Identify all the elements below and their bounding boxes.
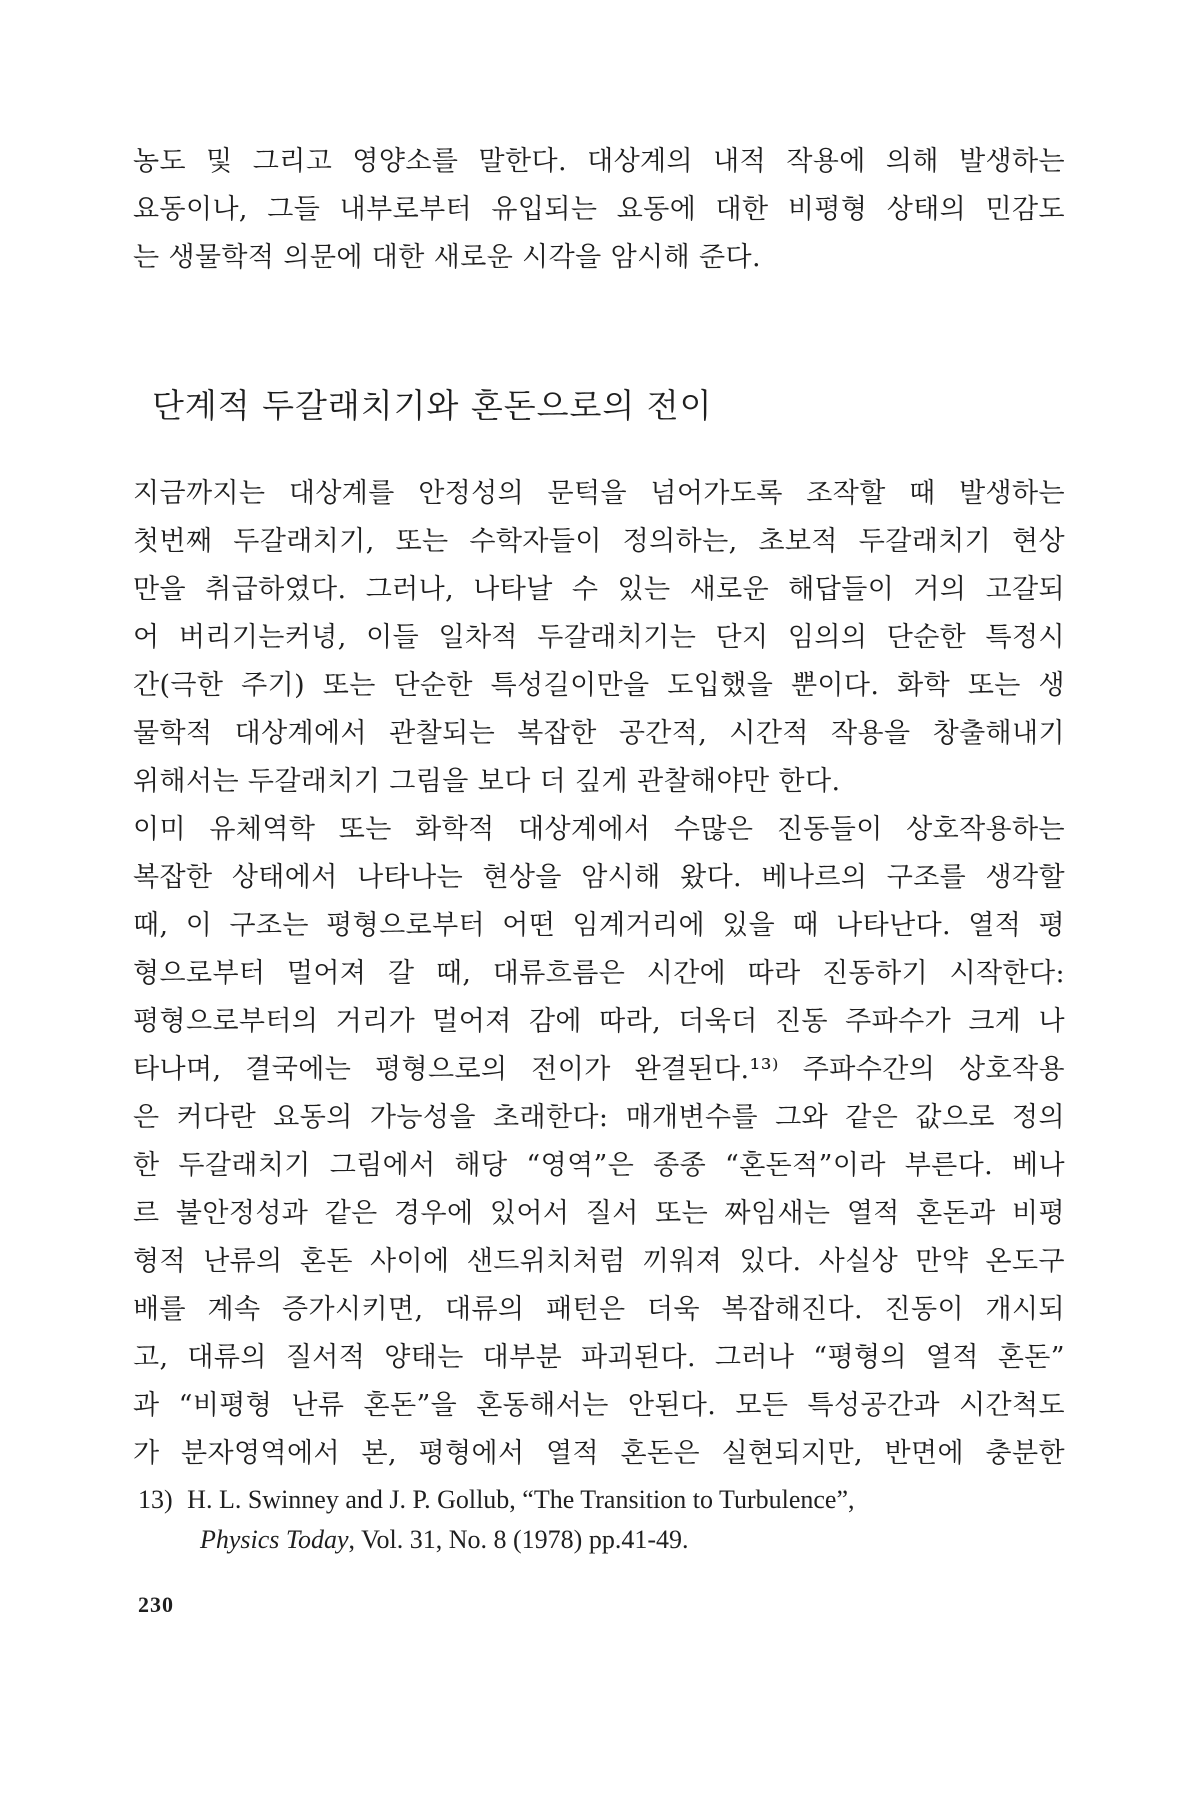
text-line: 어 버리기는커녕, 이들 일차적 두갈래치기는 단지 임의의 단순한 특정시	[133, 622, 1065, 653]
intro-paragraph	[133, 138, 1065, 282]
text-line: 형적 난류의 혼돈 사이에 샌드위치처럼 끼워져 있다. 사실상 만약 온도구	[133, 1246, 1065, 1277]
text-line: 농도 및 그리고 영양소를 말한다. 대상계의 내적 작용에 의해 발생하는	[133, 146, 1065, 177]
text-line: 때, 이 구조는 평형으로부터 어떤 임계거리에 있을 때 나타난다. 열적 평	[133, 910, 1065, 941]
text-line: 타나며, 결국에는 평형으로의 전이가 완결된다.¹³⁾ 주파수간의 상호작용	[133, 1054, 1065, 1085]
text-line: 가 분자영역에서 본, 평형에서 열적 혼돈은 실현되지만, 반면에 충분한	[133, 1438, 1065, 1469]
text-line: 과 “비평형 난류 혼돈”을 혼동해서는 안된다. 모든 특성공간과 시간척도	[133, 1390, 1065, 1421]
body-text	[133, 470, 1065, 1478]
footnote-ref: 13)	[138, 1485, 173, 1514]
text-line: 형으로부터 멀어져 갈 때, 대류흐름은 시간에 따라 진동하기 시작한다:	[133, 958, 1065, 989]
section-heading: 단계적 두갈래치기와 혼돈으로의 전이	[152, 386, 713, 425]
text-line: 한 두갈래치기 그림에서 해당 “영역”은 종종 “혼돈적”이라 부른다. 베나	[133, 1150, 1065, 1181]
text-line: 첫번째 두갈래치기, 또는 수학자들이 정의하는, 초보적 두갈래치기 현상	[133, 526, 1065, 557]
text-line: 는 생물학적 의문에 대한 새로운 시각을 암시해 준다.	[133, 242, 761, 273]
text-line: 이미 유체역학 또는 화학적 대상계에서 수많은 진동들이 상호작용하는	[133, 814, 1065, 845]
text-line: 요동이나, 그들 내부로부터 유입되는 요동에 대한 비평형 상태의 민감도	[133, 194, 1065, 225]
text-line: 위해서는 두갈래치기 그림을 보다 더 깊게 관찰해야만 한다.	[133, 766, 841, 797]
footnote-journal: Physics Today	[200, 1525, 349, 1554]
text-line: 은 커다란 요동의 가능성을 초래한다: 매개변수를 그와 같은 값으로 정의	[133, 1102, 1065, 1133]
text-line: 간(극한 주기) 또는 단순한 특성길이만을 도입했을 뿐이다. 화학 또는 생	[133, 670, 1065, 701]
text-line: 르 불안정성과 같은 경우에 있어서 질서 또는 짜임새는 열적 혼돈과 비평	[133, 1198, 1065, 1229]
footnote-citation: H. L. Swinney and J. P. Gollub, “The Transition to Turbulence”,	[187, 1485, 855, 1514]
page-number: 230	[138, 1592, 174, 1617]
text-line: 만을 취급하였다. 그러나, 나타날 수 있는 새로운 해답들이 거의 고갈되	[133, 574, 1065, 605]
text-line: 배를 계속 증가시키면, 대류의 패턴은 더욱 복잡해진다. 진동이 개시되	[133, 1294, 1065, 1325]
footnote-line	[138, 1480, 1068, 1520]
text-line: 고, 대류의 질서적 양태는 대부분 파괴된다. 그러나 “평형의 열적 혼돈”	[133, 1342, 1065, 1373]
text-line: 물학적 대상계에서 관찰되는 복잡한 공간적, 시간적 작용을 창출해내기	[133, 718, 1065, 749]
footnote-line	[138, 1520, 1068, 1560]
text-line: 복잡한 상태에서 나타나는 현상을 암시해 왔다. 베나르의 구조를 생각할	[133, 862, 1065, 893]
footnote	[138, 1480, 1068, 1560]
footnote-details: , Vol. 31, No. 8 (1978) pp.41-49.	[348, 1525, 689, 1554]
text-line: 지금까지는 대상계를 안정성의 문턱을 넘어가도록 조작할 때 발생하는	[133, 478, 1065, 509]
text-line: 평형으로부터의 거리가 멀어져 감에 따라, 더욱더 진동 주파수가 크게 나	[133, 1006, 1065, 1037]
